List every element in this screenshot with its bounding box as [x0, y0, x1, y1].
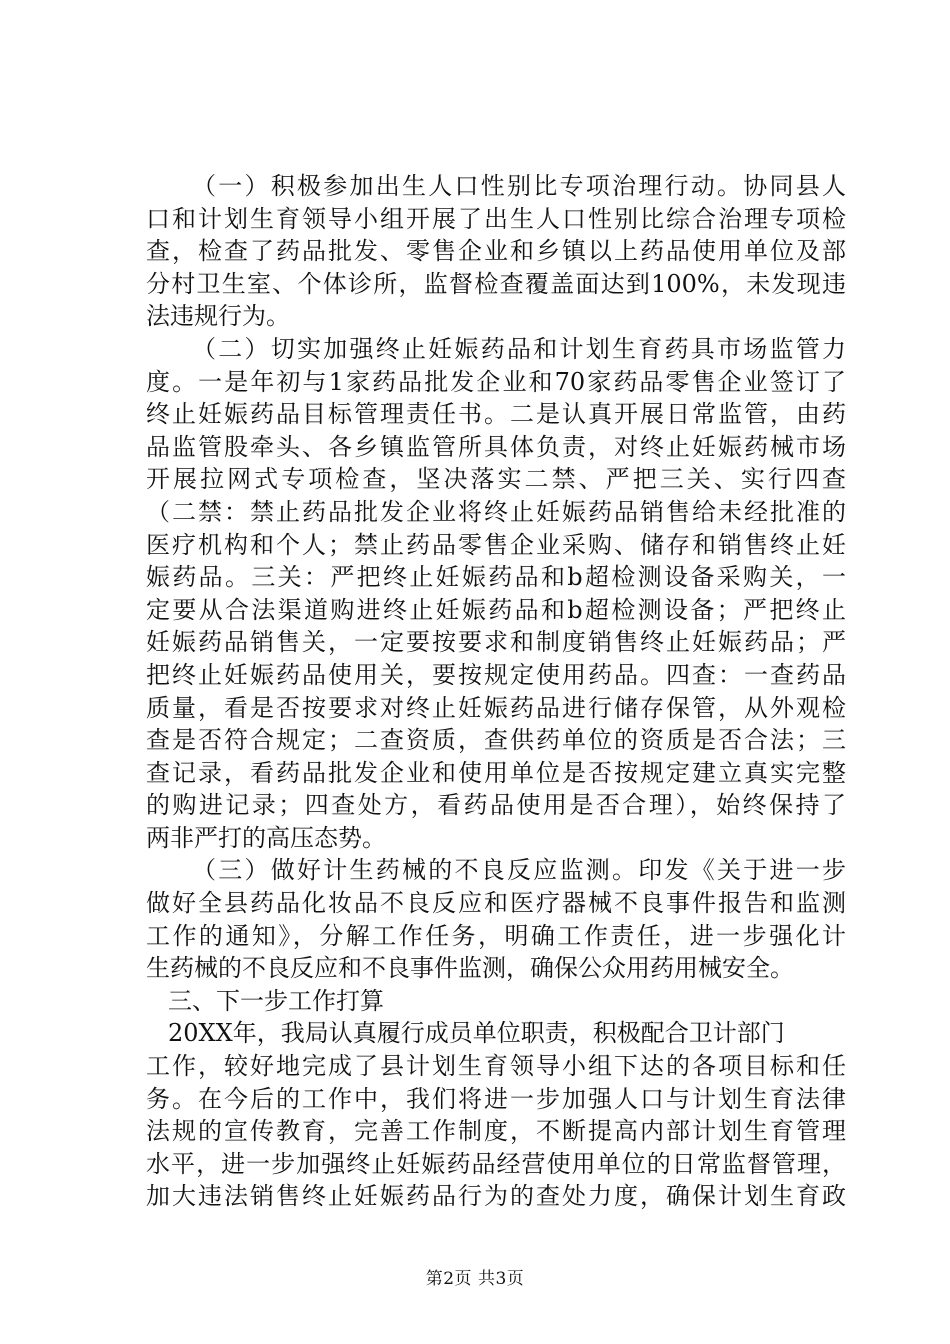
text-line: 生药械的不良反应和不良事件监测，确保公众用药用械安全。	[146, 954, 794, 983]
text-line: （二）切实加强终止妊娠药品和计划生育药具市场监管力	[192, 334, 846, 363]
text-line: （二禁：禁止药品批发企业将终止妊娠药品销售给未经批准的	[146, 497, 846, 526]
text-line: 20XX年，我局认真履行成员单位职责，积极配合卫计部门	[168, 1019, 785, 1048]
text-line: 水平，进一步加强终止妊娠药品经营使用单位的日常监督管理，	[146, 1149, 846, 1178]
page-number-footer: 第2页 共3页	[425, 1269, 525, 1289]
document-body	[146, 170, 846, 1213]
text-line: 分村卫生室、个体诊所，监督检查覆盖面达到100%，未发现违	[146, 269, 846, 298]
text-line: 品监管股牵头、各乡镇监管所具体负责，对终止妊娠药械市场	[146, 432, 846, 461]
text-line: 口和计划生育领导小组开展了出生人口性别比综合治理专项检	[146, 204, 846, 233]
text-line: 工作的通知》，分解工作任务，明确工作责任，进一步强化计	[146, 921, 846, 950]
text-line: 把终止妊娠药品使用关，要按规定使用药品。四查：一查药品	[146, 660, 846, 689]
text-line: 开展拉网式专项检查，坚决落实二禁、严把三关、实行四查	[146, 465, 846, 494]
text-line: 终止妊娠药品目标管理责任书。二是认真开展日常监管，由药	[146, 400, 846, 429]
text-line: 质量，看是否按要求对终止妊娠药品进行储存保管，从外观检	[146, 693, 846, 722]
text-line: 务。在今后的工作中，我们将进一步加强人口与计划生育法律	[146, 1084, 846, 1113]
section-heading: 三、下一步工作打算	[168, 986, 384, 1015]
text-line: 妊娠药品销售关，一定要按要求和制度销售终止妊娠药品；严	[146, 628, 846, 657]
text-line: 查是否符合规定；二查资质，查供药单位的资质是否合法；三	[146, 726, 846, 755]
text-line: 加大违法销售终止妊娠药品行为的查处力度，确保计划生育政	[146, 1182, 846, 1211]
text-line: 法违规行为。	[146, 302, 290, 331]
text-line: 娠药品。三关：严把终止妊娠药品和b超检测设备采购关，一	[146, 563, 846, 592]
text-line: 做好全县药品化妆品不良反应和医疗器械不良事件报告和监测	[146, 889, 846, 918]
text-line: 定要从合法渠道购进终止妊娠药品和b超检测设备；严把终止	[146, 595, 846, 624]
text-line: 查，检查了药品批发、零售企业和乡镇以上药品使用单位及部	[146, 237, 846, 266]
text-line: （三）做好计生药械的不良反应监测。印发《关于进一步	[192, 856, 846, 885]
text-line: 医疗机构和个人；禁止药品零售企业采购、储存和销售终止妊	[146, 530, 846, 559]
text-line: 工作，较好地完成了县计划生育领导小组下达的各项目标和任	[146, 1052, 846, 1081]
text-line: 度。一是年初与1家药品批发企业和70家药品零售企业签订了	[146, 367, 846, 396]
text-line: 的购进记录；四查处方，看药品使用是否合理），始终保持了	[146, 791, 846, 820]
text-line: 法规的宣传教育，完善工作制度，不断提高内部计划生育管理	[146, 1117, 846, 1146]
text-line: 查记录，看药品批发企业和使用单位是否按规定建立真实完整	[146, 758, 846, 787]
text-line: （一）积极参加出生人口性别比专项治理行动。协同县人	[192, 172, 846, 200]
text-line: 两非严打的高压态势。	[146, 823, 386, 852]
